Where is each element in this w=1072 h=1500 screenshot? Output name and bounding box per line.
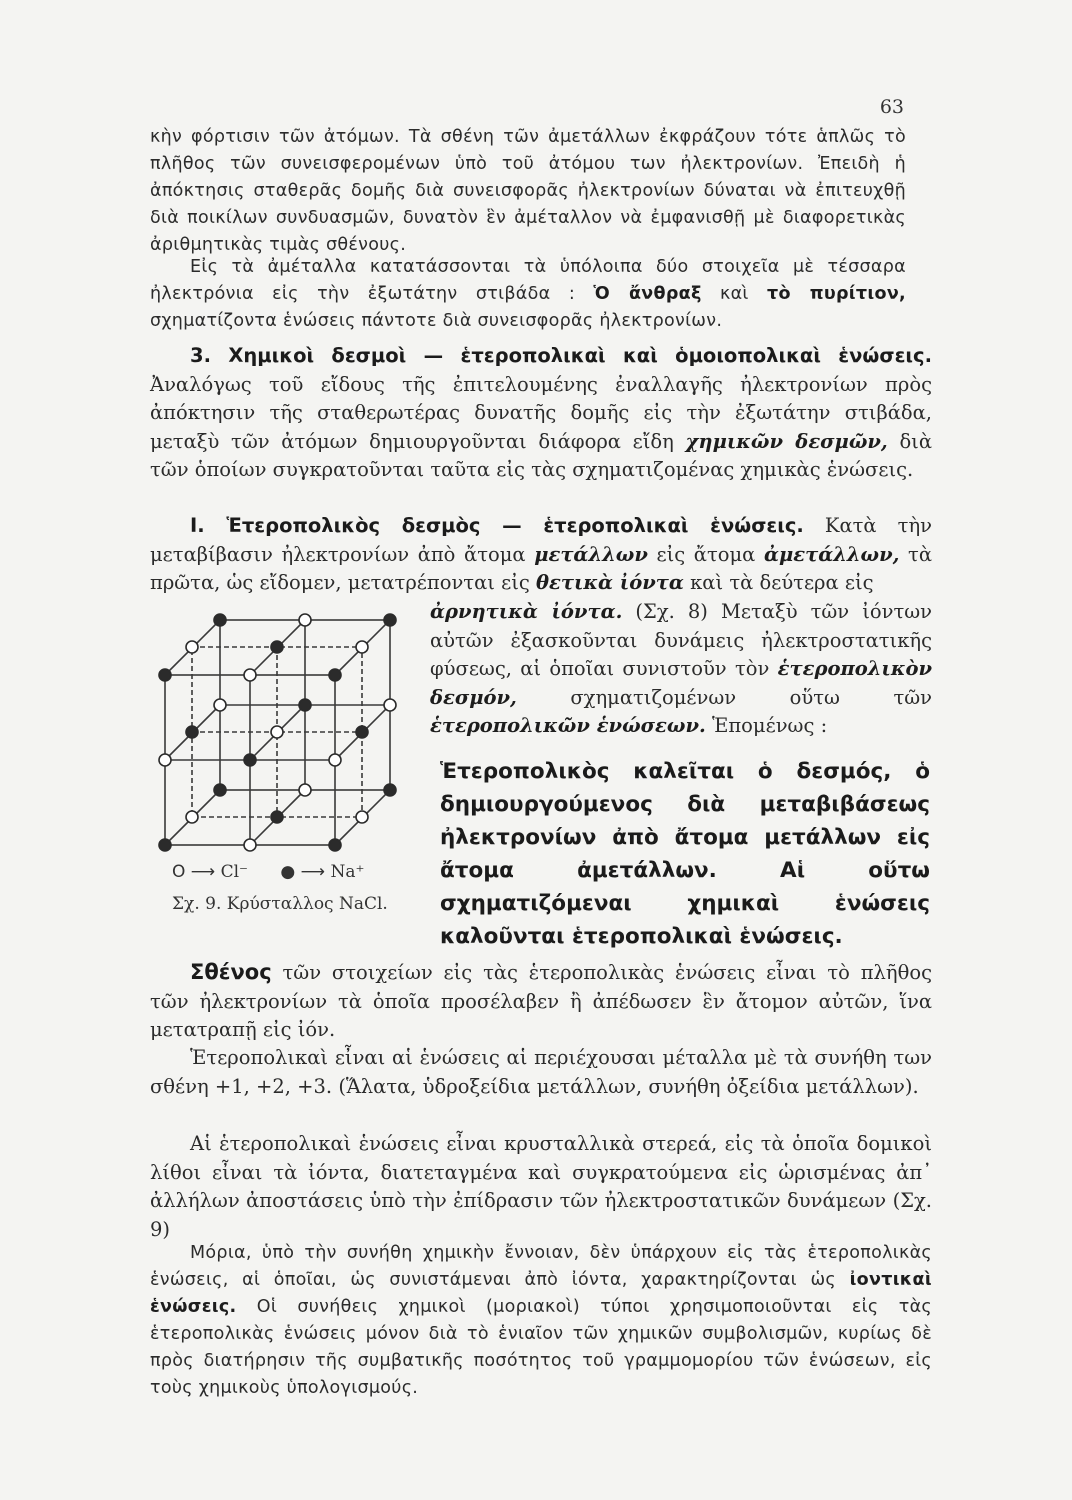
negative-ions-term: ἀρνητικὰ ἰόντα. <box>430 600 623 623</box>
paragraph-text: Εἰς τὰ ἀμέταλλα κατατάσσονται τὰ ὑπόλοιπα δύο στοιχεῖα μὲ τέσσαρα ἠλεκτρόνια εἰς τὴν ἐξωτάτην στιβάδα : <box>150 257 906 304</box>
paragraph-text: Ἀναλόγως τοῦ εἴδους τῆς ἐπιτελουμένης ἐναλλαγῆς ἠλεκτρονίων πρὸς ἀπόκτησιν τῆς σταθερωτέρας δυνατῆς δομῆς εἰς τὴν ἐξωτάτην στιβάδα, μεταξὺ τῶν ἀτόμων δημιουργοῦνται διάφορα εἴδη <box>150 372 932 453</box>
section-3-paragraph <box>150 342 932 485</box>
na-ion <box>159 669 171 681</box>
cl-ion <box>299 614 311 626</box>
ionic-compounds-term: ἑτεροπολικῶν ἑνώσεων. <box>430 714 706 737</box>
paragraph-ionic-compounds-examples <box>150 1044 932 1101</box>
paragraph-text: Μόρια, ὑπὸ τὴν συνήθη χημικὴν ἔννοιαν, δὲν ὑπάρχουν εἰς τὰς ἑτεροπολικὰς ἑνώσεις, αἱ ὁποῖαι, ὡς συνιστάμεναι ἀπὸ ἰόντα, χαρακτηρίζονται ὡς <box>150 1243 932 1290</box>
paragraph-text: Ἑπομένως : <box>705 714 828 737</box>
paragraph-text: διὰ τῶν ὁποίων συγκρατοῦνται ταῦτα εἰς τὰς σχηματιζομένας χημικὰς ἑνώσεις. <box>150 429 932 481</box>
paragraph-text: εἰς ἄτομα <box>647 542 764 566</box>
cl-ion <box>299 784 311 796</box>
section-3-heading: 3. Χημικοὶ δεσμοὶ — ἑτεροπολικαὶ καὶ ὁμοιοπολικαὶ ἑνώσεις. <box>190 344 932 367</box>
positive-ions-term: θετικὰ ἰόντα <box>535 571 684 594</box>
cl-legend-label: Cl⁻ <box>220 862 248 882</box>
paragraph-text: σχηματιζομένων οὕτω τῶν <box>516 685 932 709</box>
cl-ion <box>356 811 368 823</box>
silicon-term: τὸ πυρίτιον, <box>767 284 907 304</box>
paragraph-text: Ἑτεροπολικαὶ εἶναι αἱ ἑνώσεις αἱ περιέχουσαι μέταλλα μὲ τὰ συνήθη των σθένη +1, +2, +3. (Ἅλατα, ὑδροξείδια μετάλλων, συνήθη ὀξείδια μετάλλων). <box>150 1046 932 1098</box>
na-legend-symbol: ● ⟶ <box>280 862 326 882</box>
cl-ion <box>329 754 341 766</box>
page-number: 63 <box>879 96 904 118</box>
carbon-term: Ὁ ἄνθραξ <box>593 284 702 304</box>
paragraph-text: Κατὰ τὴν μεταβίβασιν ἠλεκτρονίων ἀπὸ ἄτομα <box>150 514 932 566</box>
paragraph-text: καὶ τὰ δεύτερα εἰς <box>683 571 874 594</box>
chemical-bonds-term: χημικῶν δεσμῶν, <box>685 429 888 453</box>
subsection-ionic-bond-paragraph <box>150 512 932 598</box>
cl-ion <box>244 839 256 851</box>
paragraph-text: Οἱ συνήθεις χημικοὶ (μοριακοὶ) τύποι χρησιμοποιοῦνται εἰς τὰς ἑτεροπολικὰς ἑνώσεις μόνον διὰ τὸ ἑνιαῖον τῶν χημικῶν συμβολισμῶν, κυρίως δὲ πρὸς διατήρησιν τῆς συμβατικῆς ποσότητος τοῦ γραμμομορίου τῶν ἑνώσεων, εἰς τοὺς χημικοὺς ὑπολογισμούς. <box>150 1297 932 1398</box>
subsection-ionic-heading: Ι. Ἑτεροπολικὸς δεσμὸς — ἑτεροπολικαὶ ἑνώσεις. <box>190 514 804 537</box>
paragraph-text: καὶ <box>701 284 768 304</box>
paragraph-nonmetal-valence <box>150 124 906 259</box>
na-ion <box>271 641 283 653</box>
cl-ion <box>186 811 198 823</box>
na-ion <box>329 839 341 851</box>
cl-legend-symbol: O ⟶ <box>172 862 216 882</box>
figure-legend <box>172 862 364 882</box>
nonmetals-term: ἀμετάλλων, <box>763 542 900 566</box>
paragraph-ionic-crystals <box>150 1130 932 1244</box>
cl-ion <box>356 641 368 653</box>
paragraph-text: τῶν στοιχείων εἰς τὰς ἑτεροπολικὰς ἑνώσεις εἶναι τὸ πλῆθος τῶν ἠλεκτρονίων τὰ ὁποῖα προσέλαβεν ἢ ἀπέδωσεν ἓν ἄτομον αὐτῶν, ἵνα μετατραπῇ εἰς ἰόν. <box>150 961 932 1041</box>
ionic-bond-term: ἑτεροπολικὸν δεσμόν, <box>430 657 932 709</box>
ionic-compounds-term: ἰοντικαὶ ἑνώσεις. <box>150 1270 932 1317</box>
cl-ion <box>271 726 283 738</box>
wrapped-paragraph-beside-figure <box>430 598 932 741</box>
paragraph-text: Αἱ ἑτεροπολικαὶ ἑνώσεις εἶναι κρυσταλλικὰ στερεά, εἰς τὰ ὁποῖα δομικοὶ λίθοι εἶναι τὰ ἰόντα, διατεταγμένα καὶ συγκρατούμενα εἰς ὡρισμένας ἀπ᾽ ἀλλήλων ἀποστάσεις ὑπὸ τὴν ἐπίδρασιν τῶν ἠλεκτροστατικῶν δυνάμεων (Σχ. 9) <box>150 1132 932 1241</box>
figure-caption: Σχ. 9. Κρύσταλλος NaCl. <box>172 894 388 914</box>
na-ion <box>214 614 226 626</box>
na-ion <box>299 699 311 711</box>
paragraph-text: σχηματίζοντα ἑνώσεις πάντοτε διὰ συνεισφορᾶς ἠλεκτρονίων. <box>150 311 723 331</box>
na-ion <box>271 811 283 823</box>
paragraph-text: τὰ πρῶτα, ὡς εἴδομεν, μετατρέπονται εἰς <box>150 542 933 594</box>
paragraph-text: κὴν φόρτισιν τῶν ἀτόμων. Τὰ σθένη τῶν ἀμετάλλων ἐκφράζουν τότε ἁπλῶς τὸ πλῆθος τῶν συνεισφερομένων ὑπὸ τοῦ ἀτόμου των ἠλεκτρονίων. Ἐπειδὴ ἡ ἀπόκτησις σταθερᾶς δομῆς διὰ συνεισφορᾶς ἠλεκτρονίων δύναται νὰ ἐπιτευχθῇ διὰ ποικίλων συνδυασμῶν, δυνατὸν ἓν ἀμέταλλον νὰ ἐμφανισθῇ μὲ διαφορετικὰς ἀριθμητικὰς τιμὰς σθένους. <box>150 127 906 255</box>
cl-ion <box>384 699 396 711</box>
metals-term: μετάλλων <box>534 542 648 566</box>
ionic-bond-definition: Ἑτεροπολικὸς καλεῖται ὁ δεσμός, ὁ δημιουργούμενος διὰ μεταβιβάσεως ἠλεκτρονίων ἀπὸ ἄτομα μετάλλων εἰς ἄτομα ἀμετάλλων. Αἱ οὕτω σχηματιζόμεναι χημικαὶ ἑνώσεις καλοῦνται ἑτεροπολικαὶ ἑνώσεις. <box>440 759 930 949</box>
cl-ion <box>186 641 198 653</box>
cl-ion <box>244 669 256 681</box>
cl-ion <box>159 754 171 766</box>
na-ion <box>214 784 226 796</box>
paragraph-molecules-note <box>150 1240 932 1402</box>
na-ion <box>159 839 171 851</box>
na-ion <box>356 726 368 738</box>
paragraph-text: (Σχ. 8) Μεταξὺ τῶν ἰόντων αὐτῶν ἐξασκοῦνται δυνάμεις ἠλεκτροστατικῆς φύσεως, αἱ ὁποῖαι συνιστοῦν τὸν <box>430 600 932 680</box>
valence-term: Σθένος <box>190 960 272 984</box>
paragraph-valence-definition <box>150 958 932 1045</box>
na-ion <box>329 669 341 681</box>
na-ion <box>244 754 256 766</box>
na-ion <box>186 726 198 738</box>
na-legend-label: Na⁺ <box>330 862 365 882</box>
paragraph-carbon-silicon <box>150 254 906 335</box>
nacl-crystal-figure <box>150 610 420 860</box>
na-ion <box>384 614 396 626</box>
cl-ion <box>214 699 226 711</box>
na-ion <box>384 784 396 796</box>
